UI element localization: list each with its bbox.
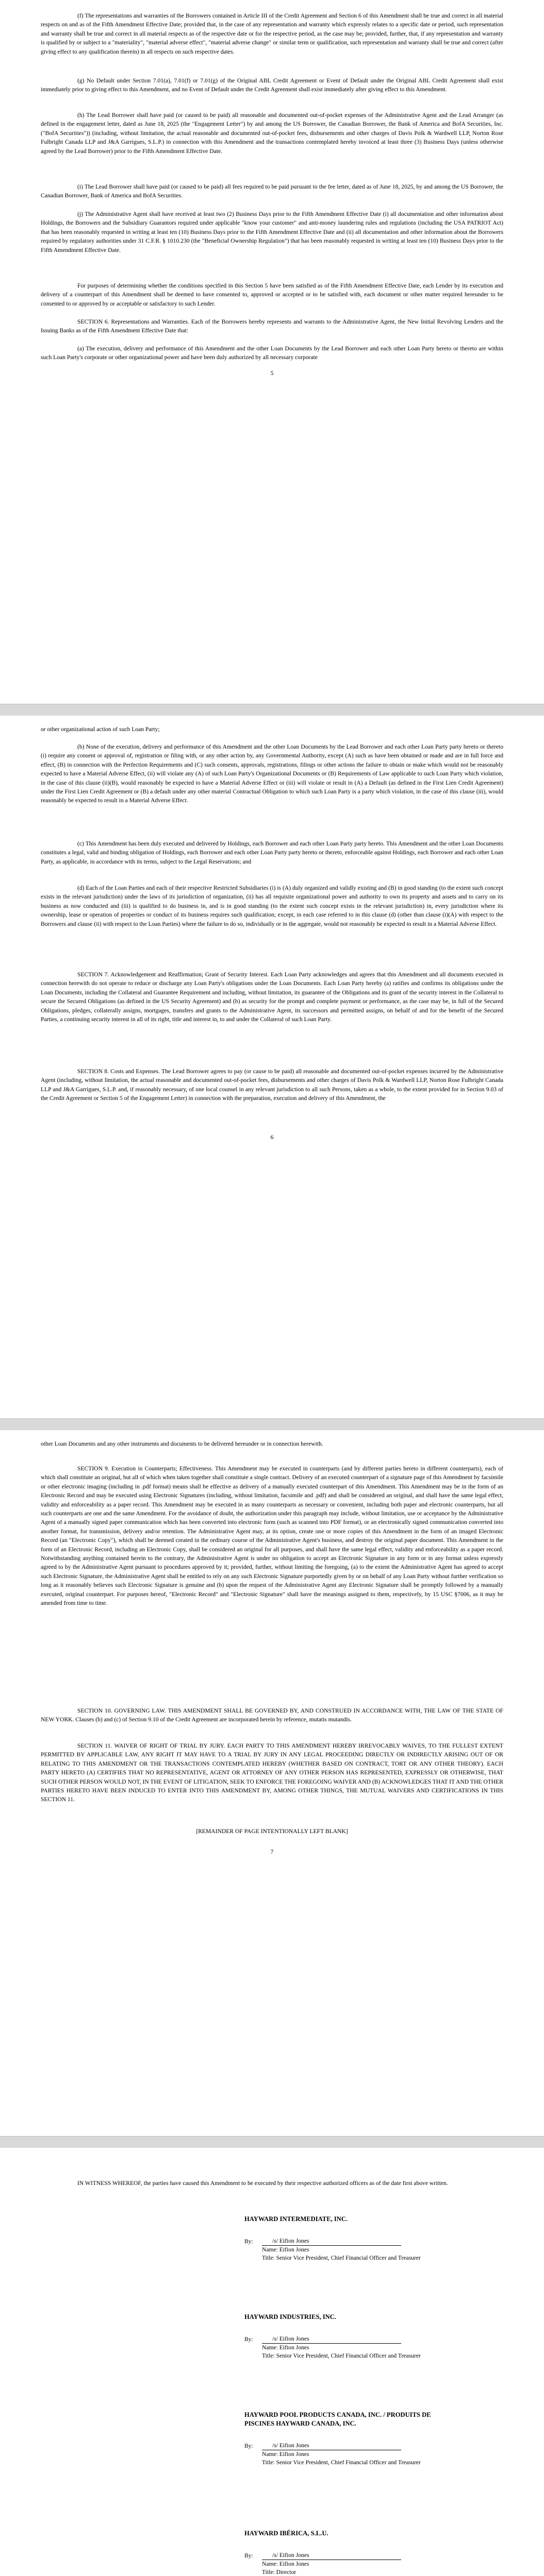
paragraph-a-continued: or other organizational action of such Loan Party; bbox=[41, 726, 160, 733]
signature-by bbox=[244, 2237, 461, 2246]
section-6-heading: SECTION 6. Representations and Warranties. Each of the Borrowers hereby represents and warrants to the Administrative Agent, the New Initial Revolving Lenders and the Issuing Banks as of the Fifth Amendment Effective Date that: bbox=[41, 318, 503, 334]
signature-block bbox=[244, 2529, 461, 2576]
by-label: By: bbox=[244, 2443, 253, 2449]
signer-name: Name: Eifion Jones bbox=[262, 2344, 309, 2351]
remainder-blank-notice: [REMAINDER OF PAGE INTENTIONALLY LEFT BLANK] bbox=[196, 1828, 348, 1835]
section-7: SECTION 7. Acknowledgement and Reaffirmation; Grant of Security Interest. Each Loan Party acknowledges and agrees that this Amendment and all documents executed in connection herewith do not operate to reduce or discharge any Loan Party's obligations under the Loan Documents. Each Loan Party hereby (a) ratifies and confirms its obligations under the Loan Documents, including the Collateral and Guarantee Requirement and including, without limitation, its guarantee of the Obligations and its grant of the security interest in the Collateral to secure the Secured Obligations (as defined in the US Security Agreement) and (b) as security for the prompt and complete payment or performance, as the case may be, in full of the Secured Obligations, pledges, collaterally assigns, mortgages, transfers and grants to the Administrative Agent, its successors and permitted assigns, on behalf of and for the benefit of the Secured Parties, a continuing security interest in all of its right, title and interest in, to and under the Collateral of such Loan Party. bbox=[41, 971, 503, 1023]
company-name: HAYWARD IBÉRICA, S.L.U. bbox=[244, 2530, 328, 2537]
page-4 bbox=[0, 2148, 544, 2576]
section-8-continued: other Loan Documents and any other instruments and documents to be delivered hereunder or in connection herewith. bbox=[41, 1440, 323, 1447]
paragraph-g: (g) No Default under Section 7.01(a), 7.01(f) or 7.01(g) of the Original ABL Credit Agreement or Event of Default under the Original ABL Credit Agreement shall exist immediately prior to giving effect to this Amendment, and no Event of Default under the Credit Agreement shall exist immediately after giving effect to this Amendment. bbox=[41, 77, 503, 93]
signer-title: Title: Senior Vice President, Chief Financial Officer and Treasurer bbox=[262, 2352, 421, 2360]
section-10: SECTION 10. GOVERNING LAW. THIS AMENDMENT SHALL BE GOVERNED BY, AND CONSTRUED IN ACCORDANCE WITH, THE LAW OF THE STATE OF NEW YORK. Clauses (b) and (c) of Section 9.10 of the Credit Agreement are incorporated herein by reference, mutatis mutandis. bbox=[41, 1707, 503, 1723]
signature: /s/ Eifion Jones bbox=[262, 2237, 401, 2246]
section-9: SECTION 9. Execution in Counterparts; Effectiveness. This Amendment may be executed in counterparts (and by different parties hereto in different counterparts), each of which shall constitute an original, but all of which when taken together shall constitute a single contract. Delivery of an executed counterpart of a signature page of this Amendment by facsimile or other electronic imaging (including in .pdf format) means shall be effective as delivery of a manually executed counterpart of this Amendment. This Amendment may be in the form of an Electronic Record and may be executed using Electronic Signatures (including, without limitation, facsimile and .pdf) and shall be considered an original, and shall have the same legal effect, validity and enforceability as a paper record. This Amendment may be executed in as many counterparts as necessary or convenient, including both paper and electronic counterparts, but all such counterparts are one and the same Amendment. For the avoidance of doubt, the authorization under this paragraph may include, without limitation, use or acceptance by the Administrative Agent of a manually signed paper communication which has been converted into electronic form (such as scanned into PDF format), or an electronically signed communication converted into another format, for transmission, delivery and/or retention. The Administrative Agent may, at its option, create one or more copies of this Amendment in the form of an imaged Electronic Record (an "Electronic Copy"), which shall be deemed created in the ordinary course of the Administrative Agent's business, and destroy the original paper document. This Amendment in the form of an Electronic Record, including an Electronic Copy, shall be considered an original for all purposes, and shall have the same legal effect, validity and enforceability as a paper record. Notwithstanding anything contained herein to the contrary, the Administrative Agent is under no obligation to accept an Electronic Signature in any form or in any format unless expressly agreed to by the Administrative Agent pursuant to procedures approved by it; provided, further, without limiting the foregoing, (a) to the extent the Administrative Agent has agreed to accept such Electronic Signature, the Administrative Agent shall be entitled to rely on any such Electronic Signature purportedly given by or on behalf of any Loan Party without further verification so long as it reasonably believes such Electronic Signature is genuine and (b) upon the request of the Administrative Agent any Electronic Signature shall be promptly followed by a manually executed, original counterpart. For purposes hereof, "Electronic Record" and "Electronic Signature" shall have the meanings assigned to them, respectively, by 15 USC §7006, as it may be amended from time to time. bbox=[41, 1465, 503, 1607]
section-11: SECTION 11. WAIVER OF RIGHT OF TRIAL BY JURY. EACH PARTY TO THIS AMENDMENT HEREBY IRREVOCABLY WAIVES, TO THE FULLEST EXTENT PERMITTED BY APPLICABLE LAW, ANY RIGHT IT MAY HAVE TO A TRIAL BY JURY IN ANY LEGAL PROCEEDING DIRECTLY OR INDIRECTLY ARISING OUT OF OR RELATING TO THIS AMENDMENT OR THE TRANSACTIONS CONTEMPLATED HEREBY (WHETHER BASED ON CONTRACT, TORT OR ANY OTHER THEORY). EACH PARTY HERETO (A) CERTIFIES THAT NO REPRESENTATIVE, AGENT OR ATTORNEY OF ANY OTHER PERSON HAS REPRESENTED, EXPRESSLY OR OTHERWISE, THAT SUCH OTHER PERSON WOULD NOT, IN THE EVENT OF LITIGATION, SEEK TO ENFORCE THE FOREGOING WAIVER AND (B) ACKNOWLEDGES THAT IT AND THE OTHER PARTIES HERETO HAVE BEEN INDUCED TO ENTER INTO THIS AMENDMENT BY, AMONG OTHER THINGS, THE MUTUAL WAIVERS AND CERTIFICATIONS IN THIS SECTION 11. bbox=[41, 1742, 503, 1803]
paragraph-d: (d) Each of the Loan Parties and each of their respective Restricted Subsidiaries (i) is (A) duly organized and validly existing and (B) in good standing (to the extent such concept exists in the relevant jurisdiction) under the laws of its jurisdiction of organization, (ii) has all requisite organizational power and authority to own its property and assets and to carry on its business as now conducted and (iii) is qualified to do business in, and is in good standing (to the extent such concept exists in the relevant jurisdiction) in, every jurisdiction where its ownership, lease or operation of properties or conduct of its business requires such qualification; except, in each case referred to in this clause (d) (other than clause (i)(A) with respect to the Borrowers and clause (ii) with respect to the Loan Parties) where the failure to do so, individually or in the aggregate, would not reasonably be expected to result in a Material Adverse Effect. bbox=[41, 885, 503, 927]
in-witness-whereof: IN WITNESS WHEREOF, the parties have caused this Amendment to be executed by their respective authorized officers as of the date first above written. bbox=[77, 2180, 448, 2187]
paragraph-c: (c) This Amendment has been duly executed and delivered by Holdings, each Borrower and each other Loan Party party hereto. This Amendment and the other Loan Documents constitutes a legal, valid and binding obligation of Holdings, each Borrower and each other Loan Party party hereto or thereto, enforceable against Holdings, each Borrower and each other Loan Party, as applicable, in accordance with its terms, subject to the Legal Reservations; and bbox=[41, 840, 503, 865]
signature-block bbox=[244, 2313, 461, 2361]
signature-by bbox=[244, 2442, 461, 2450]
page-number: 5 bbox=[270, 370, 274, 377]
by-label: By: bbox=[244, 2552, 253, 2559]
paragraph-b: (b) None of the execution, delivery and performance of this Amendment and the other Loan Documents by the Lead Borrower and each other Loan Party party hereto or thereto (i) require any consent or approval of, registration or filing with, or any other action by, any Governmental Authority, except (A) such as have been obtained or made and are in full force and effect, (B) in connection with the Perfection Requirements and (C) such consents, approvals, registrations, filings or other actions the failure to obtain or make which would not be reasonably expected to have a Material Adverse Effect, (ii) will violate any (A) of such Loan Party's Organizational Documents or (B) Requirements of Law applicable to such Loan Party which violation, in the case of this clause (ii)(B), would reasonably be expected to have a Material Adverse Effect or (iii) will violate or result in (A) a Default (as defined in the First Lien Credit Agreement) under the First Lien Credit Agreement or (B) a default under any other material Contractual Obligation to which such Loan Party is a party which violation, in the case of this clause (iii), would reasonably be expected to result in a Material Adverse Effect. bbox=[41, 743, 503, 804]
signer-name: Name: Eifion Jones bbox=[262, 2451, 309, 2458]
page-number: 7 bbox=[270, 1849, 274, 1855]
signature: /s/ Eifion Jones bbox=[262, 2335, 401, 2344]
paragraph-h: (h) The Lead Borrower shall have paid (or caused to be paid) all reasonable and documented out-of-pocket expenses of the Administrative Agent and the Lead Arranger (as defined in the engagement letter, dated as June 18, 2025 (the "Engagement Letter") by and among the US Borrower, the Canadian Borrower, the Bank of America and BofA Securities, Inc. ("BofA Securities")) (including, without limitation, the actual reasonable and documented out-of-pocket fees, disbursements and other charges of Davis Polk & Wardwell LLP, Norton Rose Fulbright Canada LLP and J&A Garrigues, S.L.P.) in connection with this Amendment and the transactions contemplated hereby invoiced at least three (3) Business Days (unless otherwise agreed by the Lead Borrower) prior to the Fifth Amendment Effective Date. bbox=[41, 112, 503, 155]
signature: /s/ Eifion Jones bbox=[262, 2551, 401, 2560]
page-2 bbox=[0, 716, 544, 1418]
signer-title: Title: Senior Vice President, Chief Financial Officer and Treasurer bbox=[262, 2459, 421, 2466]
signer-name: Name: Eifion Jones bbox=[262, 2246, 309, 2253]
signer-name: Name: Eifion Jones bbox=[262, 2561, 309, 2568]
signer-title: Title: Director bbox=[262, 2569, 296, 2576]
signature-block bbox=[244, 2411, 461, 2467]
paragraph-f: (f) The representations and warranties of the Borrowers contained in Article III of the Credit Agreement and Section 6 of this Amendment shall be true and correct in all material respects on and as of the Fifth Amendment Effective Date; provided that, in the case of any representation and warranty which expressly relates to a specific date or period, such representation and warranty shall be true and correct in all material respects as of the respective date or for the respective period, as the case may be; provided, further, that, if any representation and warranty is qualified by or subject to a "materiality", "material adverse effect", "material adverse change" or similar term or qualification, such representation and warranty shall be true and correct (after giving effect to any qualification therein) in all respects on such respective dates. bbox=[41, 12, 503, 55]
signer-title: Title: Senior Vice President, Chief Financial Officer and Treasurer bbox=[262, 2255, 421, 2262]
page-separator bbox=[0, 1418, 544, 1431]
company-name: HAYWARD INDUSTRIES, INC. bbox=[244, 2313, 336, 2320]
paragraph-j: (j) The Administrative Agent shall have received at least two (2) Business Days prior to the Fifth Amendment Effective Date (i) all documentation and other information about Holdings, the Borrowers and the Subsidiary Guarantors required under applicable "know your customer" and anti-money laundering rules and regulations (including the USA PATRIOT Act) that has been reasonably requested in writing at least ten (10) Business Days prior to the Fifth Amendment Effective Date and (ii) all documentation and other information about the Borrowers required by regulatory authorities under 31 C.F.R. § 1010.230 (the "Beneficial Ownership Regulation") that has been reasonably requested in writing at least ten (10) Business Days prior to the Fifth Amendment Effective Date. bbox=[41, 211, 503, 253]
signature-by bbox=[244, 2551, 461, 2560]
section-8: SECTION 8. Costs and Expenses. The Lead Borrower agrees to pay (or cause to be paid) all reasonable and documented out-of-pocket expenses incurred by the Administrative Agent (including, without limitation, the actual reasonable and documented out-of-pocket fees, disbursements and other charges of Davis Polk & Wardwell LLP, Norton Rose Fulbright Canada LLP and J&A Garrigues, S.L.P. and, if reasonably necessary, of one local counsel in any relevant jurisdiction to all such Persons, taken as a whole, to the extent provided for in Section 9.03 of the Credit Agreement or Section 5 of the Engagement Letter) in connection with the preparation, execution and delivery of this Amendment, the bbox=[41, 1068, 503, 1102]
by-label: By: bbox=[244, 2238, 253, 2245]
page-number: 6 bbox=[270, 1134, 274, 1141]
company-name: HAYWARD POOL PRODUCTS CANADA, INC. / PRODUITS DE PISCINES HAYWARD CANADA, INC. bbox=[244, 2411, 431, 2427]
signature-block bbox=[244, 2215, 461, 2263]
by-label: By: bbox=[244, 2336, 253, 2343]
page-separator bbox=[0, 704, 544, 716]
company-name: HAYWARD INTERMEDIATE, INC. bbox=[244, 2215, 348, 2223]
signature-by bbox=[244, 2335, 461, 2344]
page-separator bbox=[0, 2136, 544, 2148]
paragraph-i: (i) The Lead Borrower shall have paid (or caused to be paid) all fees required to be paid pursuant to the fee letter, dated as of June 18, 2025, by and among the US Borrower, the Canadian Borrower, Bank of America and BofA Securities. bbox=[41, 183, 503, 199]
signature: /s/ Eifion Jones bbox=[262, 2442, 401, 2450]
paragraph-a: (a) The execution, delivery and performance of this Amendment and the other Loan Documents by the Lead Borrower and each other Loan Party hereto or thereto are within such Loan Party's corporate or other organizational power and have been duly authorized by all necessary corporate bbox=[41, 345, 503, 361]
page-3 bbox=[0, 1430, 544, 2136]
page-1 bbox=[0, 0, 544, 704]
paragraph-conditions-purposes: For purposes of determining whether the conditions specified in this Section 5 have been satisfied as of the Fifth Amendment Effective Date, each Lender by its execution and delivery of a counterpart of this Amendment shall be deemed to have consented to, approved or accepted or to be satisfied with, each document or other matter required hereunder to be consented to or approved by or acceptable or satisfactory to such Lender. bbox=[41, 282, 503, 307]
